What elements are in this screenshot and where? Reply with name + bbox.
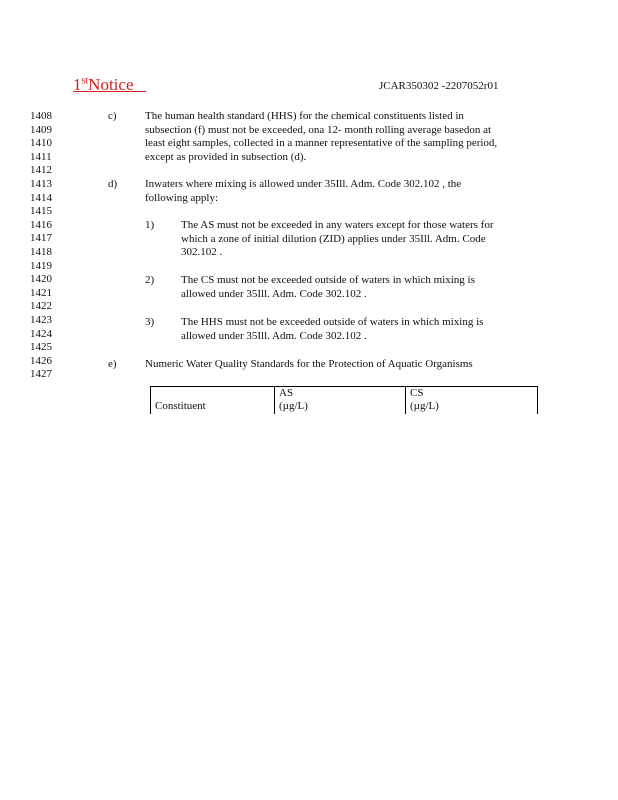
text-line: The AS must not be exceeded in any waters except for those waters for	[181, 219, 494, 231]
line-number: 1422	[30, 300, 52, 313]
header-as: AS (µg/L)	[275, 387, 406, 414]
table-header-row	[151, 387, 538, 414]
line-number: 1418	[30, 245, 52, 258]
line-number: 1423	[30, 313, 52, 326]
line-number: 1427	[30, 368, 52, 381]
line-number: 1408	[30, 110, 52, 122]
item-1-number: 1)	[145, 219, 155, 231]
text-line: The human health standard (HHS) for the chemical constituents listed in	[145, 110, 464, 122]
docket-number: JCAR350302 -2207052r01	[379, 80, 499, 92]
section-c-text	[145, 110, 497, 164]
section-d-text	[145, 178, 461, 205]
item-1-text	[181, 219, 493, 260]
text-line: subsection (f) must not be exceeded, ona 12- month rolling average basedon at	[145, 123, 492, 136]
text-line: Inwaters where mixing is allowed under 35Ill. Adm. Code 302.102 , the	[145, 178, 462, 190]
line-number: 1411	[30, 150, 52, 163]
line-number: 1413	[30, 177, 52, 190]
text-line: allowed under 35Ill. Adm. Code 302.102 .	[181, 329, 367, 342]
text-line: The CS must not be exceeded outside of waters in which mixing is	[181, 274, 475, 286]
text-line: except as provided in subsection (d).	[145, 150, 307, 163]
text-line: The HHS must not be exceeded outside of waters in which mixing is	[181, 316, 484, 328]
line-number: 1409	[30, 123, 52, 136]
item-2-number: 2)	[145, 274, 155, 286]
section-c-label: c)	[108, 110, 117, 122]
line-number: 1425	[30, 341, 52, 354]
text-line: following apply:	[145, 191, 219, 204]
line-number: 1414	[30, 191, 52, 204]
header-cs: CS (µg/L)	[406, 387, 538, 414]
notice-title: 1stNotice	[73, 75, 134, 94]
line-number: 1419	[30, 259, 52, 272]
line-number: 1420	[30, 273, 52, 286]
text-line: which a zone of initial dilution (ZID) applies under 35Ill. Adm. Code	[181, 232, 486, 245]
line-number: 1412	[30, 164, 52, 177]
line-number: 1417	[30, 232, 52, 245]
text-line: least eight samples, collected in a manner representative of the sampling period,	[145, 137, 498, 150]
text-line: 302.102 .	[181, 246, 223, 259]
item-3-text	[181, 316, 483, 343]
section-e-text: Numeric Water Quality Standards for the Protection of Aquatic Organisms	[145, 358, 473, 370]
item-2-text	[181, 274, 475, 301]
item-3-number: 3)	[145, 316, 155, 328]
line-number: 1424	[30, 327, 52, 340]
standards-table	[150, 386, 538, 414]
line-numbers	[30, 110, 52, 382]
line-number: 1415	[30, 205, 52, 218]
header-constituent: Constituent	[151, 387, 275, 414]
section-d-label: d)	[108, 178, 118, 190]
line-number: 1421	[30, 286, 52, 299]
line-number: 1416	[30, 218, 52, 231]
text-line: allowed under 35Ill. Adm. Code 302.102 .	[181, 287, 367, 300]
line-number: 1410	[30, 137, 52, 150]
line-number: 1426	[30, 354, 52, 367]
section-e-label: e)	[108, 358, 117, 370]
